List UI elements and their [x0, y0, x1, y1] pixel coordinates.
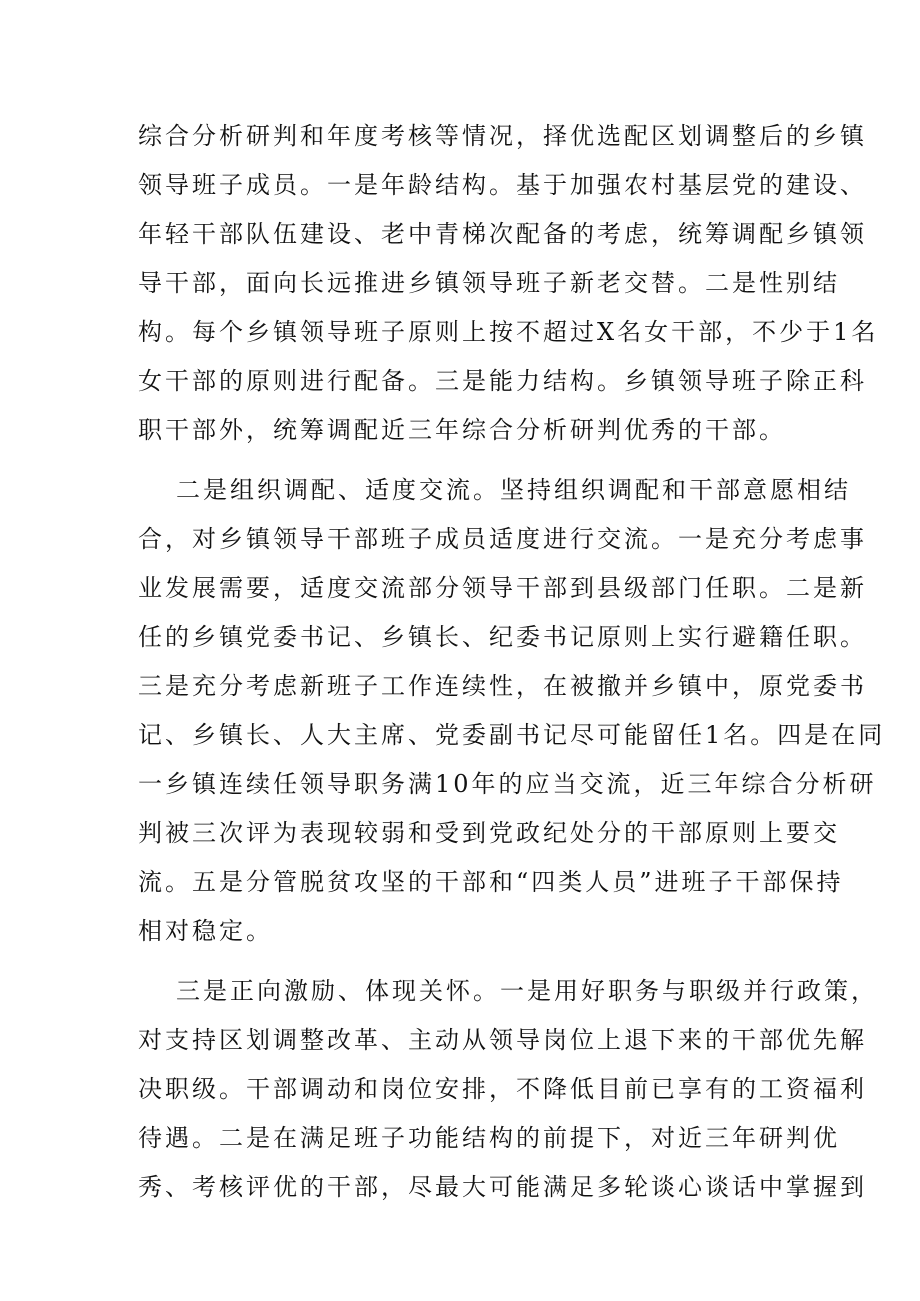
- paragraph-heading-line: 三是正向激励、体现关怀。一是用好职务与职级并行政策，: [176, 977, 878, 1005]
- text-line: 导干部，面向长远推进乡镇领导班子新老交替。二是性别结: [138, 269, 840, 297]
- text-line: 记、乡镇长、人大主席、党委副书记尽可能留任1名。四是在同: [138, 721, 886, 749]
- text-line: 对支持区划调整改革、主动从领导岗位上退下来的干部优先解: [138, 1026, 867, 1054]
- text-line: 待遇。二是在满足班子功能结构的前提下，对近三年研判优: [138, 1124, 840, 1152]
- paragraph-heading-line: 二是组织调配、适度交流。坚持组织调配和干部意愿相结: [176, 476, 851, 504]
- text-line: 综合分析研判和年度考核等情况，择优选配区划调整后的乡镇: [138, 122, 867, 150]
- text-line: 职干部外，统筹调配近三年综合分析研判优秀的干部。: [138, 416, 786, 444]
- text-line: 领导班子成员。一是年龄结构。基于加强农村基层党的建设、: [138, 171, 867, 199]
- document-body: [138, 112, 886, 1212]
- text-line: 秀、考核评优的干部，尽最大可能满足多轮谈心谈话中掌握到: [138, 1173, 867, 1201]
- text-line: 相对稳定。: [138, 917, 273, 945]
- text-line: 决职级。干部调动和岗位安排，不降低目前已享有的工资福利: [138, 1075, 867, 1103]
- text-line: 年轻干部队伍建设、老中青梯次配备的考虑，统筹调配乡镇领: [138, 220, 867, 248]
- text-line: 流。五是分管脱贫攻坚的干部和“四类人员”进班子干部保持: [138, 868, 844, 896]
- text-line: 女干部的原则进行配备。三是能力结构。乡镇领导班子除正科: [138, 367, 867, 395]
- text-line: 判被三次评为表现较弱和受到党政纪处分的干部原则上要交: [138, 819, 840, 847]
- text-line: 合，对乡镇领导干部班子成员适度进行交流。一是充分考虑事: [138, 525, 867, 553]
- text-line: 一乡镇连续任领导职务满10年的应当交流，近三年综合分析研: [138, 770, 877, 798]
- text-line: 三是充分考虑新班子工作连续性，在被撤并乡镇中，原党委书: [138, 672, 867, 700]
- text-line: 业发展需要，适度交流部分领导干部到县级部门任职。二是新: [138, 574, 867, 602]
- text-line: 构。每个乡镇领导班子原则上按不超过X名女干部，不少于1名: [138, 318, 879, 346]
- text-line: 任的乡镇党委书记、乡镇长、纪委书记原则上实行避籍任职。: [138, 623, 867, 651]
